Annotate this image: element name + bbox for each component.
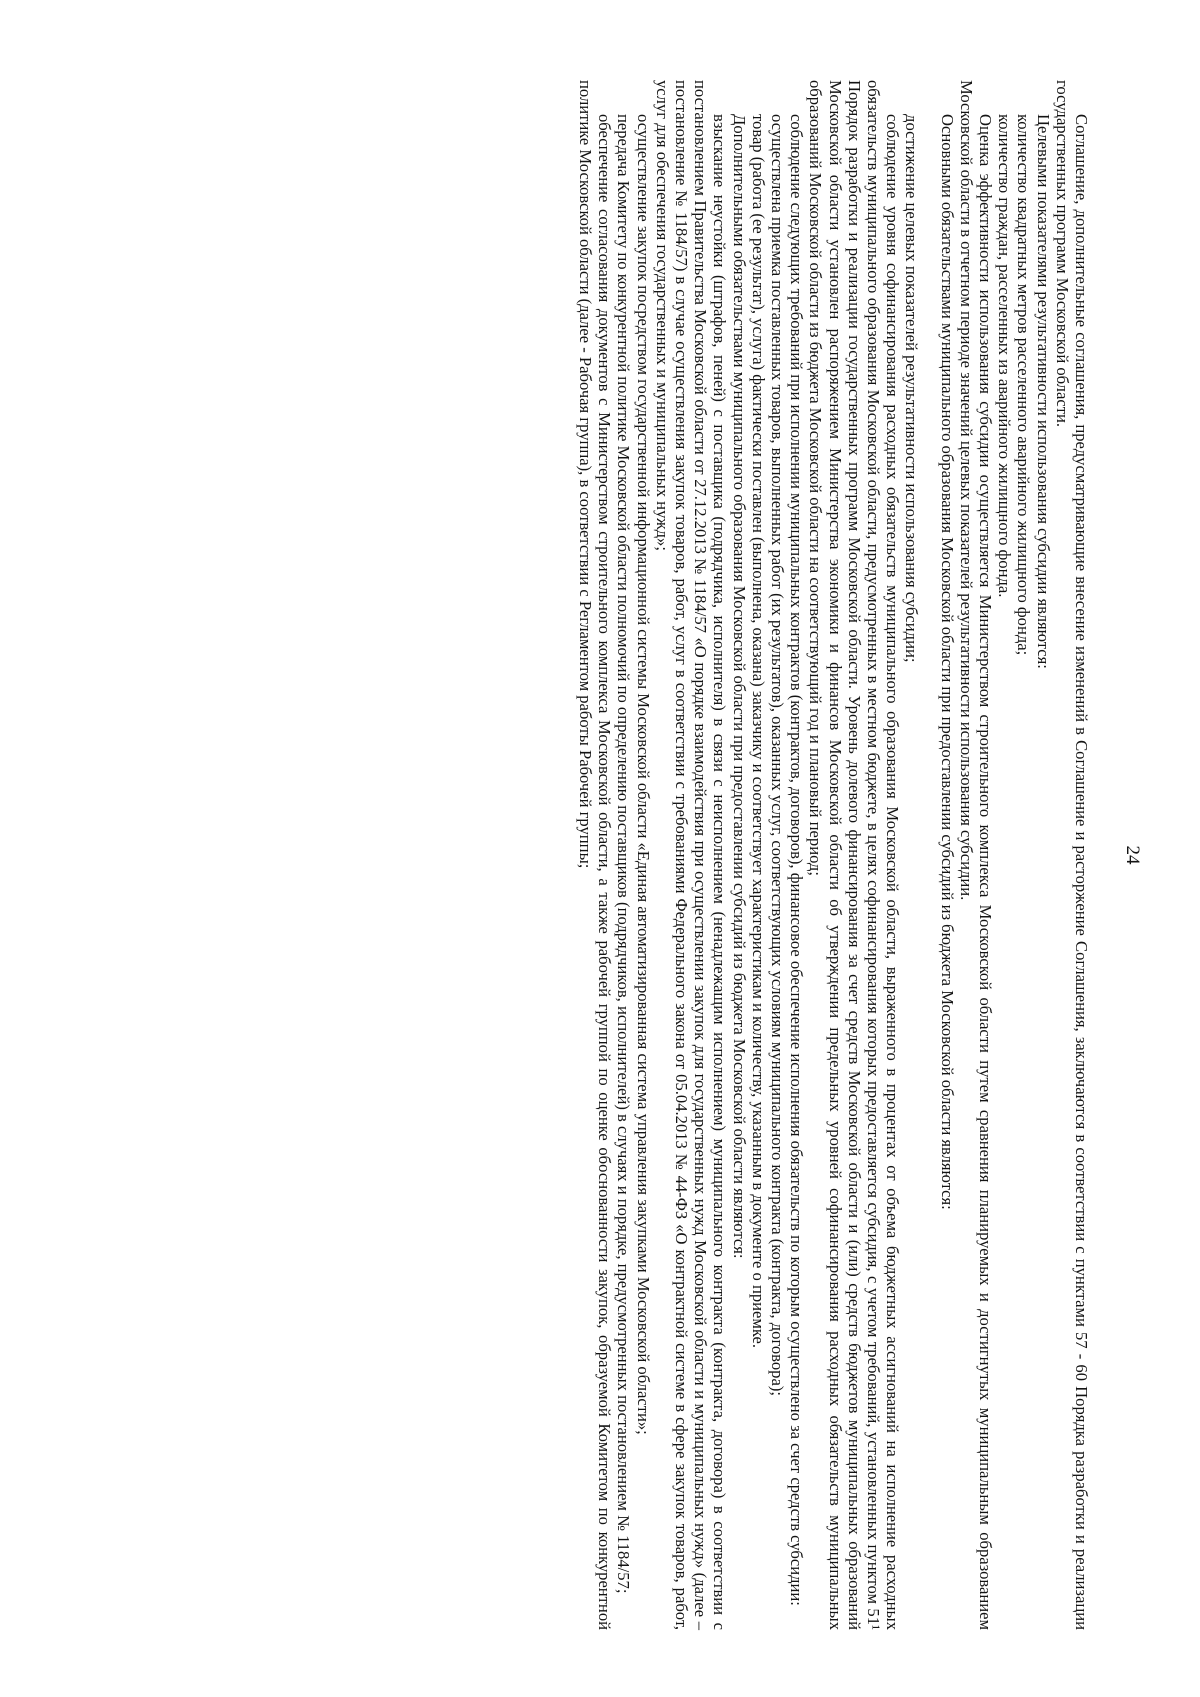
paragraph-target-indicators: Целевыми показателями результативности использования субсидии являются: bbox=[1033, 114, 1053, 669]
paragraph-indicator-square-meters: количество квадратных метров расселенного аварийного жилищного фонда; bbox=[1014, 114, 1034, 656]
paragraph-requirement-acceptance: осуществлена приемка поставленных товаров, выполненных работ (их результатов), оказанных услуг, соответствующих условиям муниципального контракта (контракта, договора); bbox=[767, 114, 787, 1396]
paragraph-supplier-authority: передача Комитету по конкурентной политике Московской области полномочий по определению поставщиков (подрядчиков, исполнителей) в случаях и порядке, предусмотренных постановлением № 1184/57; bbox=[614, 114, 634, 1594]
rotated-content bbox=[50, 60, 1155, 1650]
paragraph-main-obligations: Основными обязательствами муниципального образования Московской области при предоставлении субсидий из бюджета Московской области являются: bbox=[937, 114, 957, 1210]
paragraph-obligation-contract-requirements: соблюдение следующих требований при исполнении муниципальных контрактов (контрактов, договоров), финансовое обеспечение исполнения обязательств по которым осуществлено за счет средств субсидии: bbox=[787, 114, 807, 1606]
page-number: 24 bbox=[1122, 845, 1143, 865]
document-body bbox=[576, 80, 1091, 1630]
paragraph-penalty-recovery: взыскание неустойки (штрафов, пеней) с поставщика (подрядчика, исполнителя) в связи с неисполнением (ненадлежащим исполнением) муниципального контракта (контракта, договора) в соответствии с постановлением Правительства Московской области от 27.12.2013 № 1184/57 «О порядке взаимодействия при осуществлении закупок для государственных нужд Московской области и муниципальных нужд» (далее – постановление № 1184/57) в случае осуществления закупок товаров, работ, услуг в соответствии с требованиями Федерального закона от 05.04.2013 № 44-ФЗ «О контрактной системе в сфере закупок товаров, работ, услуг для обеспечения государственных и муниципальных нужд»; bbox=[652, 80, 730, 1630]
paragraph-indicator-citizens: количество граждан, расселенных из аварийного жилищного фонда. bbox=[995, 114, 1015, 598]
paragraph-efficiency-assessment: Оценка эффективности использования субсидии осуществляется Министерством строительного комплекса Московской области путем сравнения планируемых и достигнутых муниципальным образованием Московской области в отчетном периоде значений целевых показателей результативности использования субсидии. bbox=[956, 80, 995, 1630]
paragraph-additional-obligations: Дополнительными обязательствами муниципального образования Московской области при предоставлении субсидий из бюджета Московской области являются: bbox=[729, 114, 749, 1259]
paragraph-obligation-indicators: достижение целевых показателей результативности использования субсидии; bbox=[902, 114, 922, 663]
paragraph-agreement-changes: Соглашение, дополнительные соглашения, предусматривающие внесение изменений в Соглашение и расторжение Соглашения, заключаются в соответствии с пунктами 57 - 60 Порядка разработки и реализации государственных программ Московской области. bbox=[1052, 80, 1091, 1630]
paragraph-procurement-system: осуществление закупок посредством государственной информационной системы Московской области «Единая автоматизированная система управления закупками Московской области»; bbox=[633, 114, 653, 1435]
paragraph-document-approval: обеспечение согласования документов с Министерством строительного комплекса Московской области, а также рабочей группой по оценке обоснованности закупок, образуемой Комитетом по конкурентной политике Московской области (далее - Рабочая группа), в соответствии с Регламентом работы Рабочей группы; bbox=[575, 80, 615, 1630]
paragraph-requirement-delivery: товар (работа (ее результат), услуга) фактически поставлен (выполнена, оказана) заказчику и соответствует характеристикам и количеству, указанным в документе о приемке. bbox=[748, 114, 768, 1349]
paragraph-obligation-cofinancing: соблюдение уровня софинансирования расходных обязательств муниципального образования Московской области, выраженного в процентах от объема бюджетных ассигнований на исполнение расходных обязательств муниципального образования Московской области, предусмотренных в местном бюджете, в целях софинансирования которых предоставляется субсидия, с учетом требований, установленных пунктом 51¹ Порядок разработки и реализации государственных программ Московской области. Уровень долевого финансирования за счет средств Московской области и (или) средств бюджетов муниципальных образований Московской области установлен распоряжением Министерства экономики и финансов Московской области об утверждении предельных уровней софинансирования расходных обязательств муниципальных образований Московской области из бюджета Московской области на соответствующий год и плановый период; bbox=[806, 80, 903, 1630]
